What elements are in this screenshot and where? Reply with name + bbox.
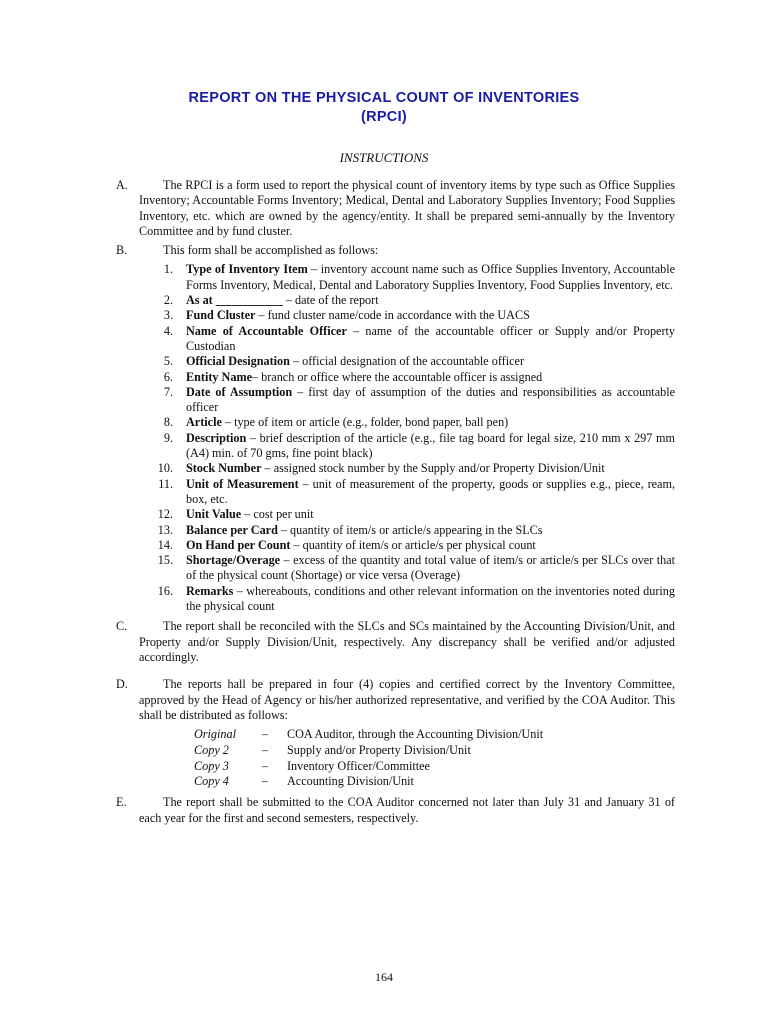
copy-dash: –: [262, 758, 269, 773]
item-number: 9.: [163, 430, 173, 445]
copy-dash: –: [262, 742, 269, 757]
report-title: REPORT ON THE PHYSICAL COUNT OF INVENTORIES: [188, 90, 580, 106]
section-c: [116, 619, 675, 665]
distribution-list: [194, 727, 675, 790]
copy-label: Copy 4: [194, 774, 229, 789]
item-term: Fund Cluster: [186, 308, 256, 323]
instruction-item: [139, 507, 675, 522]
instruction-item: [139, 370, 675, 385]
copy-recipient: COA Auditor, through the Accounting Division/Unit: [287, 727, 544, 742]
item-number: 7.: [163, 384, 173, 399]
report-title-abbreviation: (RPCI): [360, 109, 408, 125]
section-letter: B.: [116, 243, 128, 258]
section-b: [116, 243, 675, 614]
instruction-item: [139, 461, 675, 476]
item-number: 13.: [157, 522, 173, 537]
item-term: On Hand per Count: [186, 537, 291, 552]
instruction-item: [139, 262, 675, 293]
copy-recipient: Supply and/or Property Division/Unit: [287, 742, 471, 757]
item-description: – cost per unit: [241, 507, 314, 522]
item-description: – brief description of the article (e.g., file tag board for legal size, 210 mm x 297 mm (A4) min. of 70 gms, fine point black): [186, 430, 675, 461]
item-number: 12.: [157, 507, 173, 522]
instruction-item: [139, 293, 675, 308]
item-term: Type of Inventory Item: [186, 262, 308, 277]
section-a: [116, 178, 675, 239]
instruction-item: [139, 538, 675, 553]
item-description: – whereabouts, conditions and other relevant information on the inventories noted during the physical count: [186, 583, 675, 614]
item-term: As at ___________: [186, 293, 283, 308]
instruction-item: [139, 354, 675, 369]
distribution-row: [194, 743, 675, 759]
item-description: – date of the report: [282, 293, 379, 308]
section-letter: C.: [116, 619, 128, 634]
item-number: 10.: [157, 461, 173, 476]
item-description: – official designation of the accountable officer: [289, 354, 525, 369]
item-number: 16.: [157, 583, 173, 598]
item-number: 1.: [163, 262, 173, 277]
section-text: This form shall be accomplished as follows:: [163, 243, 379, 258]
item-description: – quantity of item/s or article/s per physical count: [290, 537, 536, 552]
item-number: 2.: [163, 293, 173, 308]
item-term: Unit of Measurement: [186, 476, 299, 491]
copy-dash: –: [262, 727, 269, 742]
item-term: Date of Assumption: [186, 384, 293, 399]
section-text: The report shall be submitted to the COA Auditor concerned not later than July 31 and January 31 of each year for the first and second semesters, respectively.: [139, 795, 675, 825]
item-description: – unit of measurement of the property, goods or supplies e.g., piece, ream, box, etc.: [186, 476, 675, 506]
item-term: Article: [186, 415, 222, 430]
instruction-item: [139, 415, 675, 430]
copy-label: Copy 3: [194, 758, 229, 773]
item-term: Description: [186, 430, 247, 445]
distribution-row: [194, 759, 675, 775]
item-number: 8.: [163, 415, 173, 430]
item-term: Balance per Card: [186, 522, 278, 537]
instruction-item: [139, 553, 675, 584]
page-number: 164: [375, 970, 393, 984]
item-number: 14.: [157, 537, 173, 552]
item-term: Name of Accountable Officer: [186, 323, 347, 338]
section-text: The report shall be reconciled with the SLCs and SCs maintained by the Accounting Division/Unit, and Property and/or Supply Division/Unit, respectively. Any discrepancy shall be verified and/or adjusted accordingly.: [139, 619, 675, 664]
item-term: Official Designation: [186, 354, 290, 369]
instruction-item: [139, 324, 675, 355]
item-description: – quantity of item/s or article/s appearing in the SLCs: [277, 522, 543, 537]
item-term: Remarks: [186, 583, 234, 598]
item-number: 3.: [163, 308, 173, 323]
item-number: 11.: [158, 476, 173, 491]
item-description: – fund cluster name/code in accordance with the UACS: [255, 308, 530, 323]
item-term: Shortage/Overage: [186, 553, 281, 568]
item-description: – inventory account name such as Office Supplies Inventory, Accountable Forms Inventory, Medical, Dental and Laboratory Supplies Inventory, Food Supplies Inventory, etc.: [186, 262, 675, 292]
item-description: – name of the accountable officer or Supply and/or Property Custodian: [186, 323, 675, 353]
item-term: Stock Number: [186, 461, 262, 476]
item-number: 15.: [157, 553, 173, 568]
instruction-item: [139, 477, 675, 508]
item-number: 6.: [163, 369, 173, 384]
item-number: 5.: [163, 354, 173, 369]
copy-label: Copy 2: [194, 742, 229, 757]
item-description: – type of item or article (e.g., folder, bond paper, ball pen): [221, 415, 509, 430]
field-instructions-list: [139, 262, 675, 614]
instructions-heading: INSTRUCTIONS: [339, 150, 429, 165]
section-letter: D.: [116, 677, 128, 692]
copy-label: Original: [194, 727, 236, 742]
section-letter: E.: [116, 795, 127, 810]
item-term: Entity Name: [186, 369, 253, 384]
section-text: The reports hall be prepared in four (4) copies and certified correct by the Inventory Committee, approved by the Head of Agency or his/her authorized representative, and verified by the COA Auditor. This shall be distributed as follows:: [139, 677, 675, 722]
item-description: – excess of the quantity and total value of item/s or article/s per SLCs over that of the physical count (Shortage) or vice versa (Overage): [186, 553, 675, 583]
item-description: – branch or office where the accountable officer is assigned: [252, 369, 543, 384]
item-description: – first day of assumption of the duties and responsibilities as accountable officer: [186, 384, 675, 415]
distribution-row: [194, 774, 675, 790]
instruction-item: [139, 385, 675, 416]
instruction-item: [139, 584, 675, 615]
section-d: [116, 677, 675, 790]
section-text: The RPCI is a form used to report the physical count of inventory items by type such as Office Supplies Inventory; Accountable Forms Inventory; Medical, Dental and Laboratory Supplies Inventory; Food Supplies Inventory, etc. which are owned by the agency/entity. It shall be prepared semi-annually by the Inventory Committee and by fund cluster.: [139, 178, 675, 238]
copy-dash: –: [262, 774, 269, 789]
instruction-item: [139, 308, 675, 323]
item-number: 4.: [163, 323, 173, 338]
section-letter: A.: [116, 178, 128, 192]
instruction-item: [139, 523, 675, 538]
section-e: [116, 795, 675, 826]
instruction-item: [139, 431, 675, 462]
distribution-row: [194, 727, 675, 743]
item-term: Unit Value: [186, 507, 242, 522]
copy-recipient: Accounting Division/Unit: [287, 774, 414, 789]
instructions-body: [116, 178, 675, 826]
item-description: – assigned stock number by the Supply and/or Property Division/Unit: [261, 461, 605, 476]
copy-recipient: Inventory Officer/Committee: [287, 758, 430, 773]
